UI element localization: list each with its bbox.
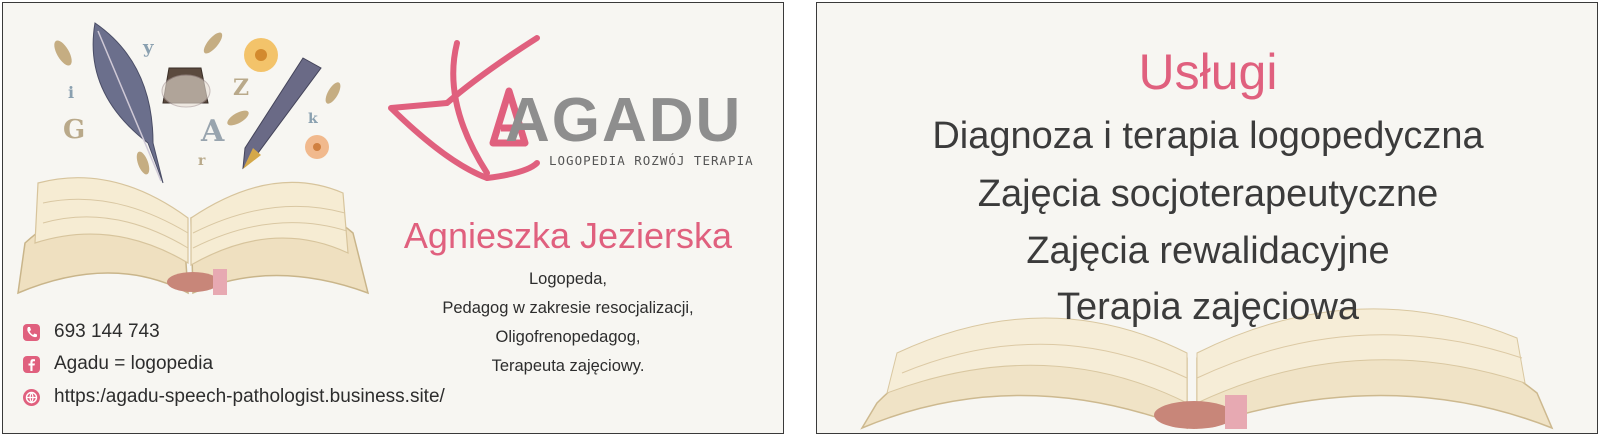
roles-list	[403, 265, 733, 381]
facebook-icon	[23, 356, 40, 373]
letter-k: k	[308, 111, 318, 127]
book-illustration	[3, 3, 383, 303]
brand-tagline: LOGOPEDIA ROZWÓJ TERAPIA	[549, 153, 754, 168]
letter-a: A	[201, 114, 225, 149]
contact-phone[interactable]	[23, 321, 160, 343]
brand-name: AGADU	[505, 86, 743, 155]
letter-z: Z	[233, 75, 250, 101]
front-card	[2, 2, 784, 434]
service-item: Terapia zajęciowa	[1056, 286, 1360, 328]
letter-g: G	[63, 115, 86, 145]
letter-r: r	[198, 153, 206, 169]
service-item: Zajęcia rewalidacyjne	[1026, 230, 1390, 272]
open-book-image	[18, 178, 368, 295]
facebook-page: Agadu = logopedia	[54, 353, 214, 374]
contact-website[interactable]	[23, 386, 445, 408]
letter-y: y	[143, 37, 154, 58]
website-url: https:/agadu-speech-pathologist.business.site/	[54, 386, 445, 407]
role-item: Pedagog w zakresie resocjalizacji,	[442, 299, 694, 317]
ink-bottle-image	[162, 68, 210, 107]
role-item: Oligofrenopedagog,	[495, 328, 641, 346]
service-item: Diagnoza i terapia logopedyczna	[932, 115, 1484, 157]
globe-icon	[23, 389, 40, 406]
role-item: Terapeuta zajęciowy.	[491, 357, 645, 375]
phone-number: 693 144 743	[54, 321, 160, 342]
role-item: Logopeda,	[529, 270, 607, 288]
phone-icon	[23, 324, 40, 341]
contact-facebook[interactable]	[23, 353, 213, 375]
back-card	[816, 2, 1598, 434]
person-name: Agnieszka Jezierska	[403, 215, 733, 256]
services-title: Usługi	[1138, 44, 1278, 100]
letter-i: i	[68, 83, 75, 102]
service-item: Zajęcia socjoterapeutyczne	[977, 173, 1439, 215]
